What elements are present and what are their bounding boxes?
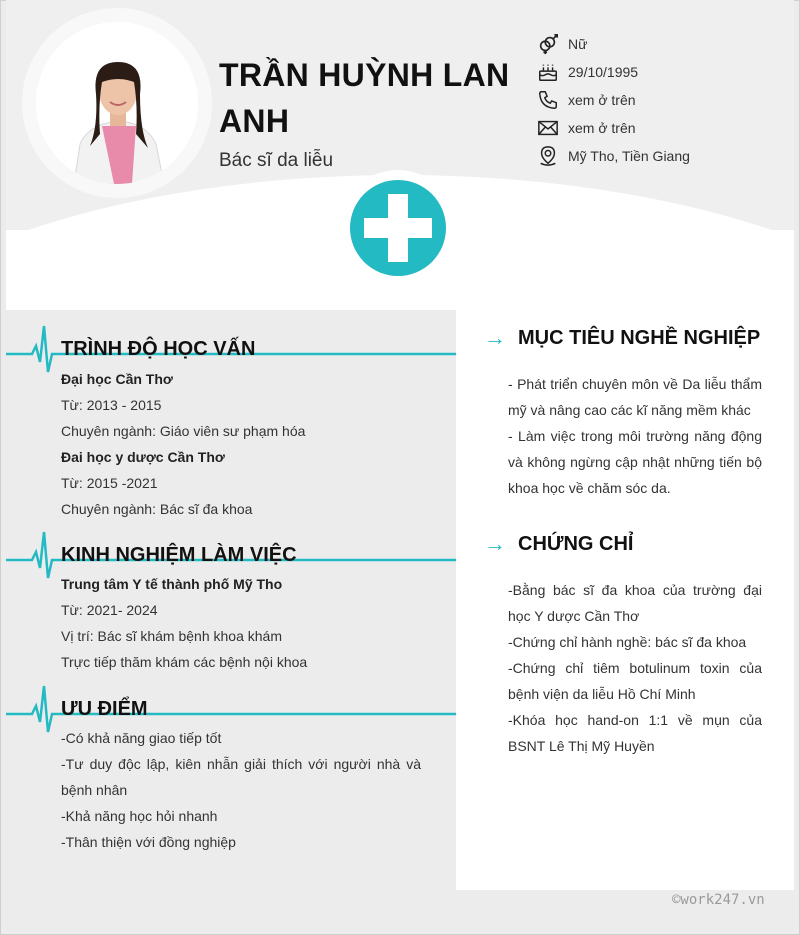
- mail-icon: [536, 116, 560, 140]
- objective-header: [484, 323, 760, 353]
- list-item: Đai học y dược Cần Thơ: [61, 449, 225, 465]
- list-item: -Tư duy độc lập, kiên nhẫn giải thích với người nhà và bệnh nhân: [61, 756, 421, 798]
- contact-email: xem ở trên: [536, 114, 786, 142]
- gender-icon: [536, 32, 560, 56]
- list-item: Vị trí: Bác sĩ khám bệnh khoa khám: [61, 628, 282, 644]
- list-item: Từ: 2013 - 2015: [61, 397, 162, 413]
- phone-icon: [536, 88, 560, 112]
- certificates-list: [508, 577, 762, 759]
- avatar: [36, 22, 198, 184]
- contact-location: Mỹ Tho, Tiền Giang: [536, 142, 786, 170]
- list-item: -Chứng chỉ tiêm botulinum toxin của bệnh viện da liễu Hồ Chí Minh: [508, 660, 762, 702]
- arrow-right-icon: →: [484, 325, 506, 350]
- list-item: Từ: 2021- 2024: [61, 602, 158, 618]
- list-item: Chuyên ngành: Bác sĩ đa khoa: [61, 501, 253, 517]
- contact-gender: Nữ: [536, 30, 786, 58]
- list-item: Chuyên ngành: Giáo viên sư phạm hóa: [61, 423, 306, 439]
- job-title: Bác sĩ da liễu: [219, 150, 334, 171]
- medical-cross-icon: [350, 180, 446, 276]
- objective-list: [508, 371, 762, 501]
- right-column: [456, 310, 794, 890]
- list-item: -Chứng chỉ hành nghề: bác sĩ đa khoa: [508, 634, 747, 650]
- objective-title: MỤC TIÊU NGHỀ NGHIỆP: [518, 326, 761, 349]
- cv-page: [6, 0, 794, 890]
- list-item: -Khóa học hand-on 1:1 về mụn của BSNT Lê Thị Mỹ Huyền: [508, 712, 762, 754]
- contact-phone: xem ở trên: [536, 86, 786, 114]
- experience-title: KINH NGHIỆM LÀM VIỆC: [61, 544, 297, 566]
- watermark: ©work247.vn: [672, 892, 765, 908]
- list-item: Từ: 2015 -2021: [61, 475, 158, 491]
- location-icon: [536, 144, 560, 168]
- certificates-title: CHỨNG CHỈ: [518, 532, 634, 555]
- experience-list: [61, 571, 307, 675]
- strengths-list: [61, 725, 421, 855]
- contact-birthday: 29/10/1995: [536, 58, 786, 86]
- list-item: - Phát triển chuyên môn về Da liễu thẩm mỹ và nâng cao các kĩ năng mềm khác: [508, 376, 762, 418]
- education-title: TRÌNH ĐỘ HỌC VẤN: [61, 338, 256, 360]
- certificates-header: [484, 529, 633, 559]
- arrow-right-icon: →: [484, 531, 506, 556]
- list-item: Trực tiếp thăm khám các bệnh nội khoa: [61, 654, 308, 670]
- list-item: -Có khả năng giao tiếp tốt: [61, 730, 222, 746]
- list-item: Đại học Cần Thơ: [61, 371, 173, 387]
- list-item: Trung tâm Y tế thành phố Mỹ Tho: [61, 576, 283, 592]
- list-item: - Làm việc trong môi trường năng động và không ngừng cập nhật những tiến bộ khoa học về chăm sóc da.: [508, 428, 762, 496]
- strengths-title: ƯU ĐIỂM: [61, 698, 148, 720]
- list-item: -Khả năng học hỏi nhanh: [61, 808, 218, 824]
- contact-info: [536, 30, 786, 170]
- left-column: [6, 310, 456, 890]
- education-list: [61, 366, 305, 522]
- list-item: -Bằng bác sĩ đa khoa của trường đại học Y dược Cần Thơ: [508, 582, 762, 624]
- list-item: -Thân thiện với đồng nghiệp: [61, 834, 236, 850]
- full-name: TRẦN HUỲNH LAN ANH: [219, 57, 510, 139]
- birthday-cake-icon: [536, 60, 560, 84]
